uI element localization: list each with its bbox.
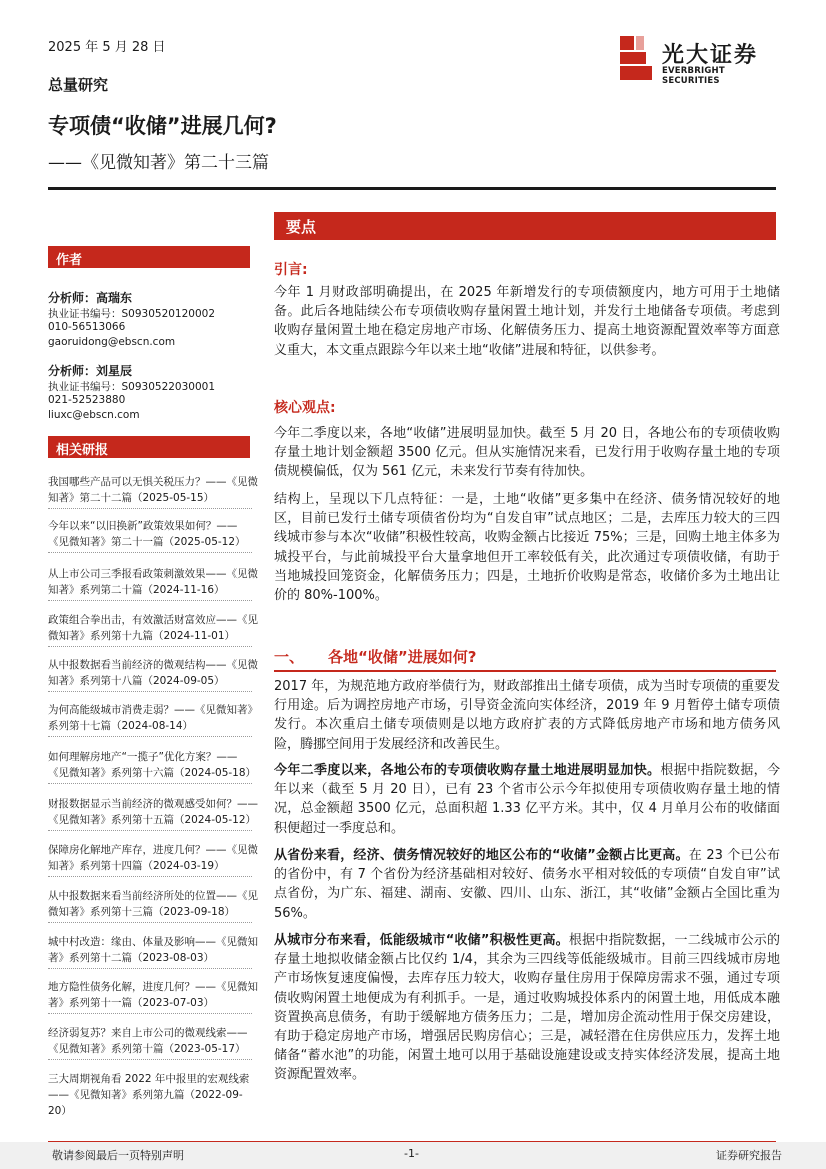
section-1-paragraph-1: 2017 年，为规范地方政府举债行为，财政部推出土储专项债，成为当时专项债的重要发行用途。后为调控房地产市场，引导资金流向实体经济，2019 年 9 月暂停土储专项债发行。本次重启土储专项债则是以地方政府扩表的方式降低房地产市场和地方债务风险，腾挪空间用于发展经济和改善民生。 [274, 679, 780, 752]
related-report-item[interactable]: 我国哪些产品可以无惧关税压力？——《见微知著》第二十二篇（2025-05-15） [48, 476, 258, 504]
page-number: -1- [404, 1147, 419, 1160]
report-separator [48, 691, 252, 692]
related-report-item[interactable]: 财报数据显示当前经济的微观感受如何？——《见微知著》系列第十五篇（2024-05-12） [48, 798, 258, 826]
title-divider [48, 187, 776, 190]
related-report-item[interactable]: 城中村改造：缘由、体量及影响——《见微知著》系列第十二篇（2023-08-03） [48, 936, 258, 964]
section-1-divider [274, 670, 776, 672]
analyst-2-cert: 执业证书编号：S0930522030001 [48, 381, 216, 393]
page-subtitle: ——《见微知著》第二十三篇 [48, 153, 269, 173]
section-1-paragraph-3-body: 在 23 个已公布的省份中，有 7 个省份为经济基础相对较好、债务水平相对较低的专项债“自发自审”试点省份，为广东、福建、湖南、安徽、四川、山东、浙江，其“收储”金额占全国比重为 56%。 [274, 848, 780, 921]
report-separator [48, 876, 252, 877]
related-report-item[interactable]: 为何高能级城市消费走弱？——《见微知著》系列第十七篇（2024-08-14） [48, 704, 258, 732]
related-report-item[interactable]: 从中报数据看当前经济的微观结构——《见微知著》系列第十八篇（2024-09-05） [48, 659, 258, 687]
report-separator [48, 736, 252, 737]
intro-heading: 引言: [274, 262, 308, 278]
footer-divider [48, 1141, 776, 1142]
keypoints-banner [274, 212, 776, 240]
related-report-item[interactable]: 三大周期视角看 2022 年中报里的宏观线索——《见微知著》系列第九篇（2022-09-20） [48, 1073, 250, 1117]
logo-text-en: EVERBRIGHT SECURITIES [662, 66, 725, 86]
analyst-2-name: 分析师：刘星辰 [48, 364, 133, 378]
section-1-paragraph-2 [274, 761, 780, 838]
related-report-item[interactable]: 从中报数据来看当前经济所处的位置——《见微知著》系列第十三篇（2023-09-18） [48, 890, 258, 918]
section-1-number: 一、 [274, 648, 305, 666]
report-separator [48, 783, 252, 784]
keypoints-label: 要点 [286, 218, 317, 236]
analyst-2-phone: 021-52523880 [48, 394, 126, 406]
related-report-item[interactable]: 经济弱复苏？来自上市公司的微观线索——《见微知著》系列第十篇（2023-05-17） [48, 1027, 248, 1055]
analyst-1-email[interactable]: gaoruidong@ebscn.com [48, 336, 176, 348]
report-separator [48, 508, 252, 509]
logo-text-cn: 光大证券 [662, 43, 759, 68]
related-report-item[interactable]: 今年以来“以旧换新”政策效果如何？——《见微知著》第二十一篇（2025-05-12） [48, 520, 246, 548]
related-report-item[interactable]: 如何理解房地产“一揽子”优化方案？——《见微知著》系列第十六篇（2024-05-18） [48, 751, 257, 779]
analyst-1-cert: 执业证书编号：S0930520120002 [48, 308, 216, 320]
company-logo [618, 36, 778, 86]
section-1-paragraph-3 [274, 846, 780, 923]
related-report-item[interactable]: 保障房化解地产库存，进度几何？——《见微知著》系列第十四篇（2024-03-19） [48, 844, 258, 872]
analyst-1-phone: 010-56513066 [48, 321, 126, 333]
section-1-title: 各地“收储”进展如何? [328, 648, 477, 666]
intro-paragraph: 今年 1 月财政部明确提出，在 2025 年新增发行的专项债额度内，地方可用于土地储备。此后各地陆续公布专项债收购存量闲置土地计划，并发行土地储备专项债。考虑到收购存量闲置土地在稳定房地产市场、化解债务压力、提高土地资源配置效率等方面意义重大，本文重点跟踪今年以来土地“收储”进展和特征，以供参考。 [274, 285, 780, 358]
section-1-paragraph-2-lead: 今年二季度以来，各地公布的专项债收购存量土地进展明显加快。 [274, 763, 661, 778]
section-1-paragraph-2-body: 根据中指院数据，今年以来（截至 5 月 20 日），已有 23 个省市公示今年拟使用专项债收购存量土地的情况，总金额超 3500 亿元，总面积超 1.33 亿平方米。其中，仅 4 月单月公布的收储面积便超过一季度总和。 [274, 763, 780, 836]
report-separator [48, 968, 252, 969]
related-report-item[interactable]: 从上市公司三季报看政策刺激效果——《见微知著》系列第二十篇（2024-11-16） [48, 568, 258, 596]
core-heading: 核心观点: [274, 400, 336, 416]
section-1-paragraph-4-lead: 从城市分布来看，低能级城市“收储”积极性更高。 [274, 933, 569, 948]
section-1-heading [274, 646, 476, 667]
footer-disclaimer-link[interactable]: 敬请参阅最后一页特别声明 [52, 1149, 184, 1162]
related-research-heading: 相关研报 [48, 436, 250, 458]
footer-report-type: 证券研究报告 [716, 1149, 782, 1162]
report-separator [48, 830, 252, 831]
related-report-item[interactable]: 政策组合拳出击，有效激活财富效应——《见微知著》系列第十九篇（2024-11-01） [48, 614, 258, 642]
author-heading: 作者 [48, 246, 250, 268]
report-date: 2025 年 5 月 28 日 [48, 40, 166, 55]
report-separator [48, 552, 252, 553]
analyst-1-name: 分析师：高瑞东 [48, 291, 133, 305]
core-paragraph-1: 今年二季度以来，各地“收储”进展明显加快。截至 5 月 20 日，各地公布的专项债收购存量土地计划金额超 3500 亿元。但从实施情况来看，已发行用于收购存量土地的专项债规模偏低，仅为 561 亿元，未来发行节奏有待加快。 [274, 426, 781, 480]
related-report-item[interactable]: 地方隐性债务化解，进度几何？——《见微知著》系列第十一篇（2023-07-03） [48, 981, 258, 1009]
section-1-paragraph-4-body: 根据中指院数据，一二线城市公示的存量土地拟收储金额占比仅约 1/4，其余为三四线等低能级城市。目前三四线城市房地产市场恢复速度偏慢，去库存压力较大，收购存量住房用于保障房需求不强，通过专项债收购闲置土地便成为有利抓手。一是，通过收购城投体系内的闲置土地，用低成本融资置换高息债务，有助于缓解地方债务压力；二是，增加房企流动性用于保交房建设，有助于稳定房地产市场，增强居民购房信心；三是，减轻潜在住房供应压力，发挥土地储备“蓄水池”的功能，闲置土地可以用于基础设施建设或支持实体经济发展，提高土地资源配置效率。 [274, 933, 780, 1083]
section-1-paragraph-3-lead: 从省份来看，经济、债务情况较好的地区公布的“收储”金额占比更高。 [274, 848, 689, 863]
report-separator [48, 1013, 252, 1014]
report-separator [48, 600, 252, 601]
core-paragraph-2: 结构上，呈现以下几点特征：一是，土地“收储”更多集中在经济、债务情况较好的地区，目前已发行土储专项债省份均为“自发自审”试点地区；二是，去库压力较大的三四线城市参与本次“收储”积极性较高，收购金额占比接近 75%；三是，回购土地主体多为城投平台，与此前城投平台大量拿地但开工率较低有关，此次通过专项债收储，有助于当地城投回笼资金，化解债务压力；四是，土地折价收购是常态，收储价多为土地出让价的 80%-100%。 [274, 492, 780, 604]
report-category: 总量研究 [48, 76, 109, 94]
section-1-paragraph-4 [274, 931, 780, 1085]
report-separator [48, 1059, 252, 1060]
everbright-logo-icon [618, 36, 654, 80]
report-separator [48, 646, 252, 647]
report-separator [48, 922, 252, 923]
analyst-2-email[interactable]: liuxc@ebscn.com [48, 409, 140, 421]
page-title: 专项债“收储”进展几何? [48, 114, 277, 138]
